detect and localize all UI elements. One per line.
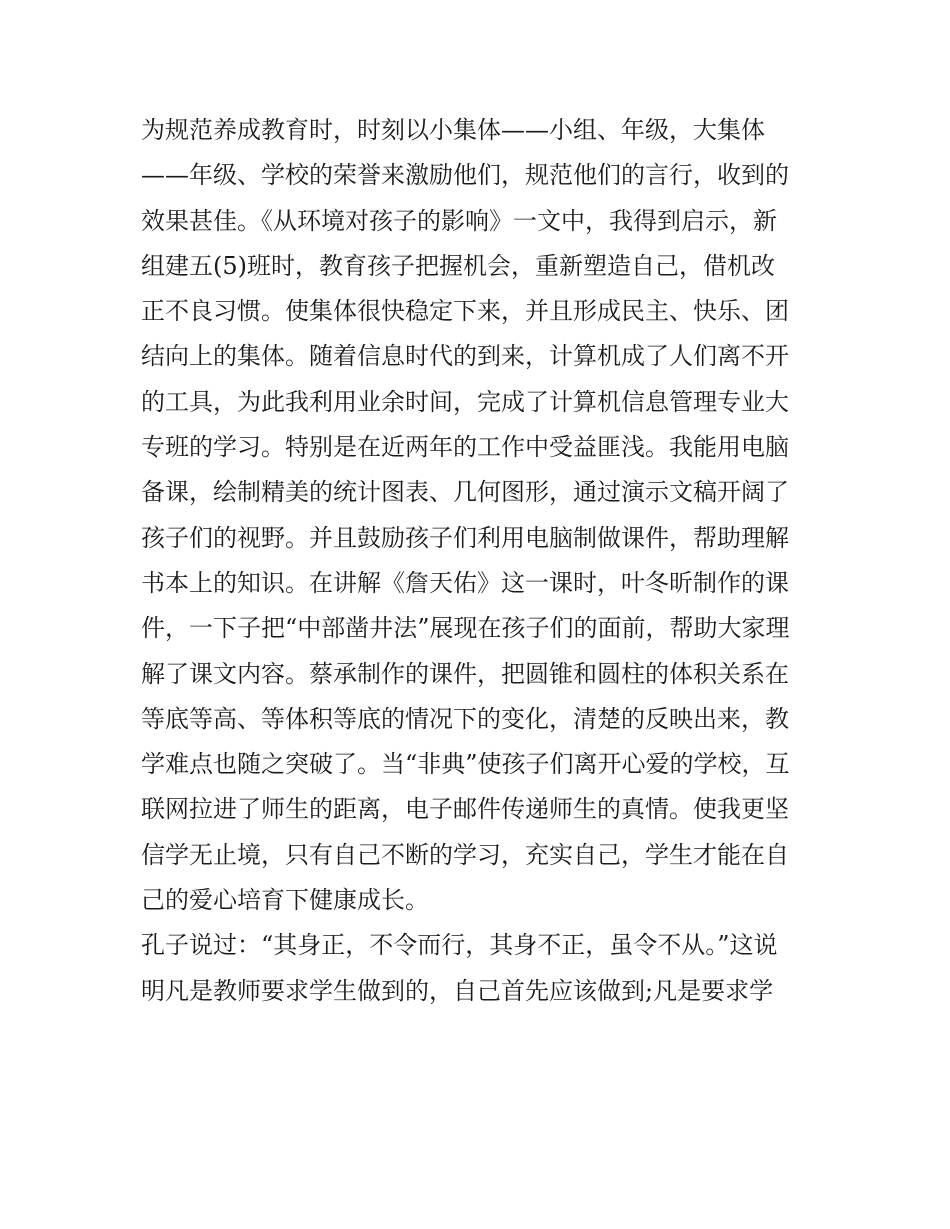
text-line-6: 结向上的集体。随着信息时代的到来，计算机成了人们离不开 xyxy=(141,342,789,371)
text-line-5: 正不良习惯。使集体很快稳定下来，并且形成民主、快乐、团 xyxy=(141,297,789,326)
body-text xyxy=(141,108,821,1014)
text-line-18: 己的爱心培育下健康成长。 xyxy=(141,886,429,915)
text-line-4: 组建五(5)班时，教育孩子把握机会，重新塑造自己，借机改 xyxy=(141,251,775,280)
text-line-13: 解了课文内容。蔡承制作的课件，把圆锥和圆柱的体积关系在 xyxy=(141,659,789,688)
text-line-15: 学难点也随之突破了。当“非典”使孩子们离开心爱的学校，互 xyxy=(141,750,790,779)
text-line-8: 专班的学习。特别是在近两年的工作中受益匪浅。我能用电脑 xyxy=(141,433,789,462)
text-line-20: 明凡是教师要求学生做到的，自己首先应该做到;凡是要求学 xyxy=(141,976,774,1005)
text-line-10: 孩子们的视野。并且鼓励孩子们利用电脑制做课件，帮助理解 xyxy=(141,523,789,552)
text-line-3: 效果甚佳。《从环境对孩子的影响》一文中，我得到启示，新 xyxy=(141,206,777,235)
text-line-2: ——年级、学校的荣誉来激励他们，规范他们的言行，收到的 xyxy=(141,161,789,190)
text-line-12: 件，一下子把“中部凿井法”展现在孩子们的面前，帮助大家理 xyxy=(141,614,790,643)
text-line-17: 信学无止境，只有自己不断的学习，充实自己，学生才能在自 xyxy=(141,840,789,869)
text-line-14: 等底等高、等体积等底的情况下的变化，清楚的反映出来，教 xyxy=(141,704,789,733)
text-line-1: 为规范养成教育时，时刻以小集体——小组、年级，大集体 xyxy=(141,116,765,144)
text-line-16: 联网拉进了师生的距离，电子邮件传递师生的真情。使我更坚 xyxy=(141,795,789,824)
text-line-11: 书本上的知识。在讲解《詹天佑》这一课时，叶冬昕制作的课 xyxy=(141,568,789,597)
text-line-7: 的工具，为此我利用业余时间，完成了计算机信息管理专业大 xyxy=(141,387,789,416)
text-line-9: 备课，绘制精美的统计图表、几何图形，通过演示文稿开阔了 xyxy=(141,478,789,507)
text-line-19: 孔子说过：“其身正，不令而行，其身不正，虽令不从。”这说 xyxy=(141,931,778,960)
